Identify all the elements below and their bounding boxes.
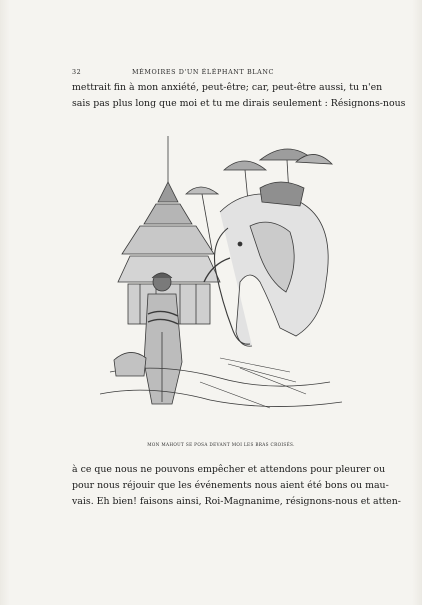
text-line: mettrait fin à mon anxiété, peut-être; car, peut-être aussi, tu n'en (72, 82, 383, 93)
paragraph-bottom (72, 462, 401, 509)
running-header (72, 68, 334, 78)
engraving-illustration (100, 132, 342, 417)
text-line: à ce que nous ne pouvons empêcher et attendons pour pleurer ou (72, 464, 386, 475)
illustration-caption: MON MAHOUT SE POSA DEVANT MOI LES BRAS CROISÉS. (147, 442, 295, 447)
page-number: 32 (72, 68, 82, 76)
text-line: pour nous réjouir que les événements nous aient été bons ou mau- (72, 479, 389, 491)
running-title: MÉMOIRES D'UN ÉLÉPHANT BLANC (131, 68, 275, 76)
text-line: vais. Eh bien! faisons ainsi, Roi-Magnanime, résignons-nous et atten- (72, 495, 401, 507)
text-line: sais pas plus long que moi et tu me dirais seulement : Résignons-nous (72, 97, 406, 109)
paragraph-top (72, 80, 406, 112)
